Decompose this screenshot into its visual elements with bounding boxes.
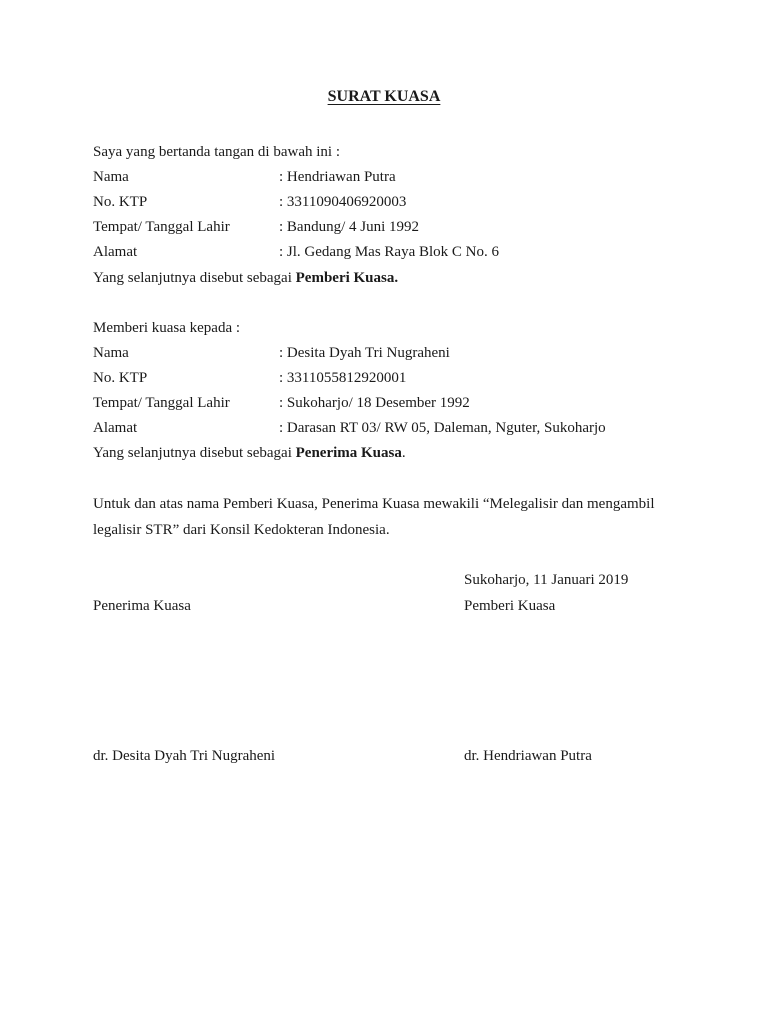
penerima-role-prefix: Yang selanjutnya disebut sebagai	[93, 445, 296, 461]
pemberi-value-ttl: : Bandung/ 4 Juni 1992	[279, 219, 420, 235]
pemberi-role-prefix: Yang selanjutnya disebut sebagai	[93, 270, 296, 286]
penerima-label-nama: Nama	[93, 345, 129, 361]
penerima-label-ktp: No. KTP	[93, 370, 148, 386]
place-date: Sukoharjo, 11 Januari 2019	[464, 572, 629, 588]
pemberi-row-alamat	[93, 242, 499, 262]
penerima-intro: Memberi kuasa kepada :	[93, 320, 241, 336]
pemberi-row-nama	[93, 167, 396, 187]
signature-right-name: dr. Hendriawan Putra	[464, 748, 592, 764]
pemberi-value-nama: : Hendriawan Putra	[279, 169, 396, 185]
signature-left-name: dr. Desita Dyah Tri Nugraheni	[93, 748, 276, 764]
pemberi-label-ttl: Tempat/ Tanggal Lahir	[93, 219, 230, 235]
pemberi-label-nama: Nama	[93, 169, 129, 185]
pemberi-role-line	[93, 268, 398, 288]
pemberi-row-ktp	[93, 192, 406, 212]
pemberi-label-alamat: Alamat	[93, 244, 138, 260]
pemberi-role-name: Pemberi Kuasa.	[295, 270, 399, 286]
penerima-label-alamat: Alamat	[93, 420, 138, 436]
penerima-role-name: Penerima Kuasa	[295, 445, 402, 461]
purpose-line-2: legalisir STR” dari Konsil Kedokteran Indonesia.	[93, 522, 390, 538]
penerima-value-alamat: : Darasan RT 03/ RW 05, Daleman, Nguter, Sukoharjo	[279, 420, 606, 436]
penerima-label-ttl: Tempat/ Tanggal Lahir	[93, 395, 230, 411]
penerima-value-nama: : Desita Dyah Tri Nugraheni	[279, 345, 450, 361]
signature-left-role: Penerima Kuasa	[93, 598, 191, 614]
document-title: SURAT KUASA	[327, 88, 441, 105]
signature-right-role: Pemberi Kuasa	[464, 598, 556, 614]
purpose-line-1: Untuk dan atas nama Pemberi Kuasa, Penerima Kuasa mewakili “Melegalisir dan mengambil	[93, 496, 655, 512]
penerima-row-alamat	[93, 418, 606, 438]
penerima-value-ttl: : Sukoharjo/ 18 Desember 1992	[279, 395, 470, 411]
penerima-value-ktp: : 3311055812920001	[279, 370, 407, 386]
pemberi-value-alamat: : Jl. Gedang Mas Raya Blok C No. 6	[279, 244, 499, 260]
pemberi-row-ttl	[93, 217, 419, 237]
penerima-role-suffix: .	[401, 445, 406, 461]
penerima-row-ttl	[93, 393, 470, 413]
penerima-row-ktp	[93, 368, 406, 388]
penerima-role-line	[93, 443, 406, 463]
intro-text: Saya yang bertanda tangan di bawah ini :	[93, 144, 341, 160]
penerima-row-nama	[93, 343, 450, 363]
pemberi-value-ktp: : 3311090406920003	[279, 194, 407, 210]
pemberi-label-ktp: No. KTP	[93, 194, 148, 210]
